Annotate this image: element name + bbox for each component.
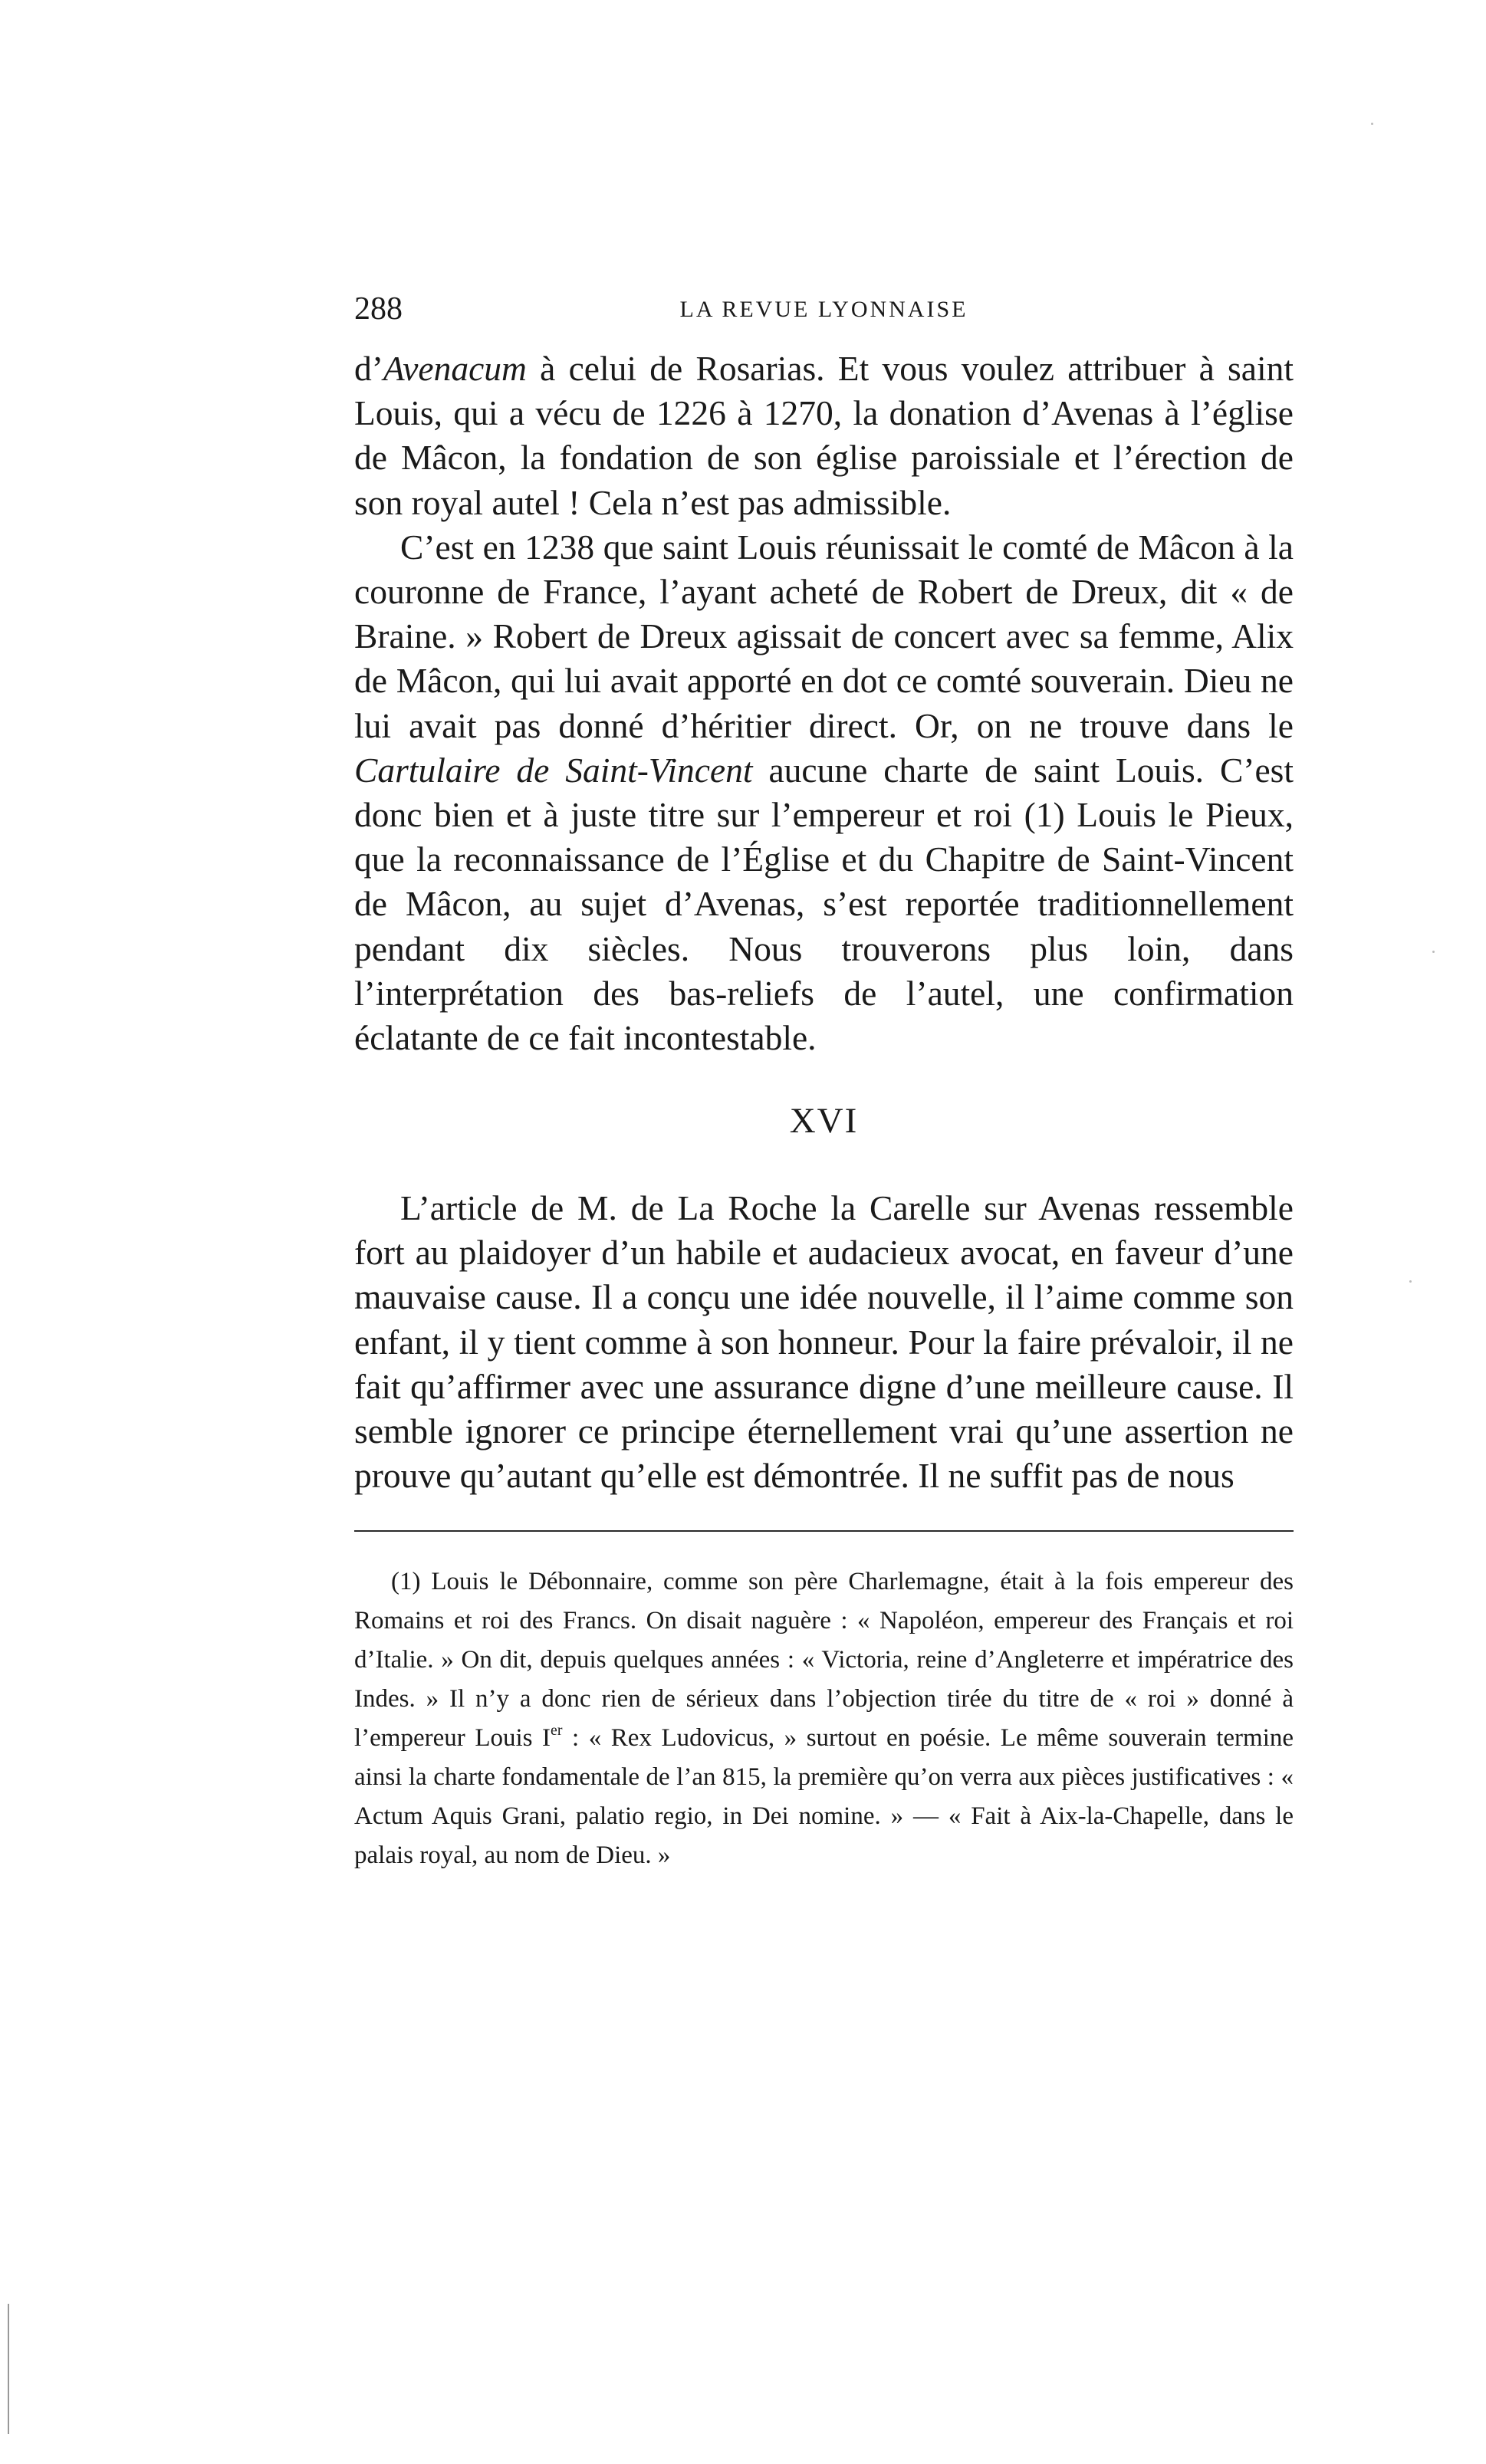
section-heading: XVI — [789, 1101, 859, 1141]
footnote-rule — [354, 1530, 1294, 1532]
footnote-text — [354, 1562, 1294, 1875]
scan-dust — [1409, 1280, 1412, 1283]
paragraph-1 — [354, 347, 1294, 525]
paragraph-2-italic: Cartulaire de Saint-Vincent — [354, 750, 753, 790]
main-text-top — [354, 347, 1294, 1060]
paragraph-1-text: à celui de Rosarias. Et vous voulez attribuer à saint Louis, qui a vécu de 1226 à 1270, la donation d’Avenas à l’église de Mâcon, la fondation de son église paroissiale et l’érection de son royal autel ! Cela n’est pas admissible. — [354, 349, 1294, 522]
paragraph-1-italic: Avenacum — [383, 349, 527, 388]
paragraph-2-text-2: aucune charte de saint Louis. C’est donc bien et à juste titre sur l’empereur et roi (1) Louis le Pieux, que la reconnaissance de l’Église et du Chapitre de Saint-Vincent de Mâcon, au sujet d’Avenas, s’est reportée traditionnellement pendant dix siècles. Nous trouverons plus loin, dans l’interprétation des bas-reliefs de l’autel, une confirmation éclatante de ce fait incontestable. — [354, 750, 1294, 1058]
footnote-text-1: (1) Louis le Débonnaire, comme son père Charlemagne, était à la fois empereur des Romains et roi des Francs. On disait naguère : « Napoléon, empereur des Français et roi d’Italie. » On dit, depuis quelques années : « Victoria, reine d’Angleterre et impératrice des Indes. » Il n’y a donc rien de sérieux dans l’objection tirée du titre de « roi » donné à l’empereur Louis I — [354, 1568, 1294, 1752]
footnote-text-2: : « Rex Ludovicus, » surtout en poésie. Le même souverain termine ainsi la charte fondamentale de l’an 815, la première qu’on verra aux pièces justificatives : « Actum Aquis Grani, palatio regio, in Dei nomine. » — « Fait à Aix-la-Chapelle, dans le palais royal, au nom de Dieu. » — [354, 1724, 1294, 1869]
page-number: 288 — [354, 291, 403, 327]
main-text-bottom — [354, 1186, 1294, 1498]
running-title: LA REVUE LYONNAISE — [679, 297, 968, 322]
page-header — [354, 290, 1294, 328]
paragraph-3: L’article de M. de La Roche la Carelle sur Avenas ressemble fort au plaidoyer d’un habile et audacieux avocat, en faveur d’une mauvaise cause. Il a conçu une idée nouvelle, il l’aime comme son enfant, il y tient comme à son honneur. Pour la faire prévaloir, il ne fait qu’affirmer avec une assurance digne d’une meilleure cause. Il semble ignorer ce principe éternellement vrai qu’une assertion ne prouve qu’autant qu’elle est démontrée. Il ne suffit pas de nous — [354, 1188, 1294, 1496]
scan-dust — [1371, 123, 1373, 125]
scan-dust — [1432, 951, 1435, 953]
paragraph-2-text-1: C’est en 1238 que saint Louis réunissait le comté de Mâcon à la couronne de France, l’ayant acheté de Robert de Dreux, dit « de Braine. » Robert de Dreux agissait de concert avec sa femme, Alix de Mâcon, qui lui avait apporté en dot ce comté souverain. Dieu ne lui avait pas donné d’héritier direct. Or, on ne trouve dans le — [354, 527, 1294, 745]
paragraph-1-prefix: d’ — [354, 349, 383, 388]
scan-margin-mark — [8, 2304, 12, 2434]
footnote — [354, 1562, 1294, 1875]
paragraph-2 — [354, 525, 1294, 1060]
footnote-superscript: er — [551, 1722, 563, 1740]
